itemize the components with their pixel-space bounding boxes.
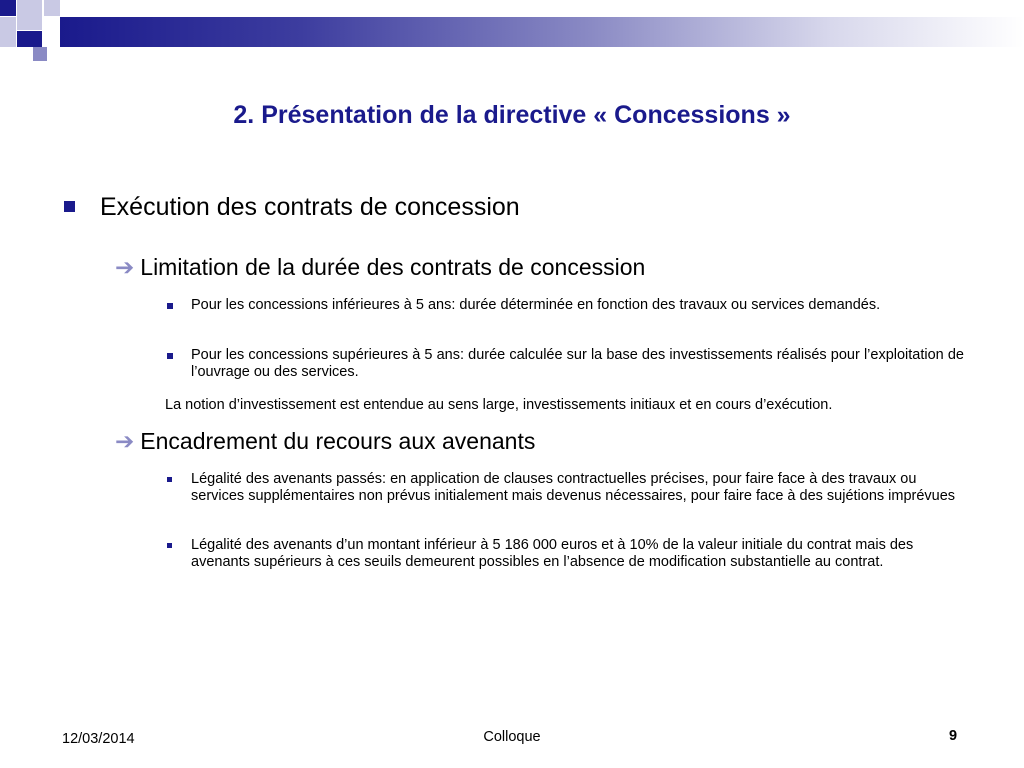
footer-date: 12/03/2014 (62, 731, 135, 747)
header-square (0, 17, 16, 47)
list-item-text: Pour les concessions supérieures à 5 ans: durée calculée sur la base des investissements réalisés pour l’exploitation de l’ouvrage ou des services. (191, 347, 964, 380)
list-item-text: Pour les concessions inférieures à 5 ans: durée déterminée en fonction des travaux ou services demandés. (191, 297, 881, 313)
slide-title: 2. Présentation de la directive « Concessions » (233, 101, 791, 129)
header-gradient-bar (60, 17, 1024, 47)
main-bullet-text: Exécution des contrats de concession (100, 193, 520, 221)
header-square (17, 0, 42, 30)
section-heading (115, 254, 645, 281)
section-heading-text: Limitation de la durée des contrats de concession (140, 254, 646, 280)
arrow-right-icon: ➔ (115, 428, 135, 454)
square-bullet-icon (167, 477, 172, 482)
section-note: La notion d’investissement est entendue au sens large, investissements initiaux et en cours d’exécution. (165, 397, 833, 413)
header-square (17, 31, 42, 47)
header-square (0, 0, 16, 16)
square-bullet-icon (64, 201, 75, 212)
list-item (167, 347, 964, 381)
square-bullet-icon (167, 543, 172, 548)
list-item-text: Légalité des avenants passés: en application de clauses contractuelles précises, pour faire face à des travaux ou services supplémentaires non prévus initialement mais devenus nécessaires, pour faire face à des sujétions imprévues (191, 471, 956, 504)
section-heading-text: Encadrement du recours aux avenants (140, 428, 536, 454)
square-bullet-icon (167, 353, 173, 359)
header-square (44, 0, 60, 16)
arrow-right-icon: ➔ (115, 254, 135, 280)
list-item (167, 471, 964, 505)
page-number: 9 (949, 728, 958, 744)
header-square (33, 47, 47, 61)
list-item-text: Légalité des avenants d’un montant inférieur à 5 186 000 euros et à 10% de la valeur initiale du contrat mais des avenants supérieurs à ces seuils demeurent possibles en l’absence de modification substantielle au contrat. (191, 537, 914, 570)
section-heading (115, 428, 535, 455)
list-item (167, 297, 964, 314)
main-bullet (64, 193, 520, 222)
square-bullet-icon (167, 303, 173, 309)
footer-center-text: Colloque (483, 729, 541, 745)
list-item (167, 537, 964, 571)
